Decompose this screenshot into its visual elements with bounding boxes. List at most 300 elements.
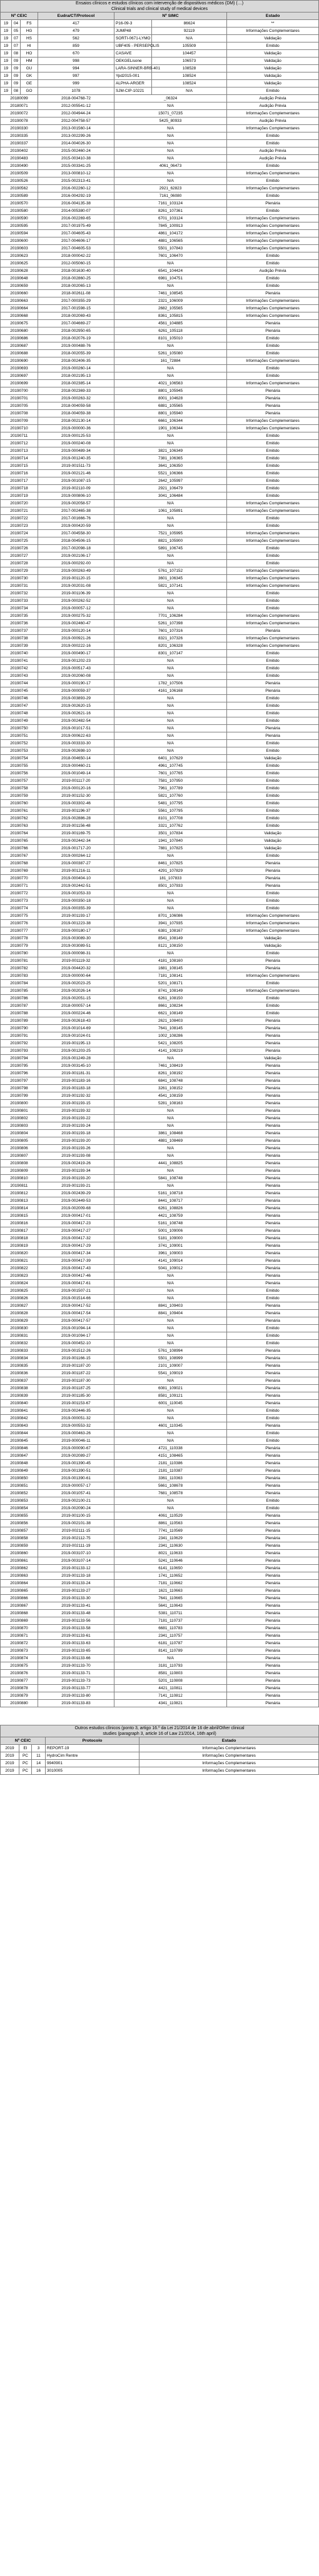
eudract-number: 2019-001119-32 bbox=[38, 957, 114, 965]
eudract-number: 2019-001193-32 bbox=[38, 1107, 114, 1115]
status: Informações Complementares bbox=[227, 222, 319, 230]
ceic-number: 20190841 bbox=[1, 1407, 38, 1415]
simc-number: 8021_110633 bbox=[114, 1550, 227, 1557]
ceic-number: 20190625 bbox=[1, 260, 38, 267]
status: Plenária bbox=[227, 1115, 319, 1122]
ceic-number: 20190718 bbox=[1, 485, 38, 492]
protocol: SJM-CIP-10221 bbox=[114, 87, 152, 95]
status: Informações Complementares bbox=[227, 305, 319, 312]
ceic-number: 20190874 bbox=[1, 1655, 38, 1662]
status: Plenária bbox=[227, 1197, 319, 1205]
eudract-number: 2019-001717-20 bbox=[38, 845, 114, 852]
ceic-number: 20190628 bbox=[1, 267, 38, 275]
status: Informações Complementares bbox=[227, 530, 319, 537]
eudract-number: 2017-001975-49 bbox=[38, 222, 114, 230]
simc-number: 8741_108149 bbox=[114, 987, 227, 995]
ceic-number: 994 bbox=[38, 65, 114, 72]
simc-number: 7461_108419 bbox=[114, 1062, 227, 1070]
eudract-number: 2019-002482-54 bbox=[38, 717, 114, 725]
eudract-number: 2019-001014-69 bbox=[38, 1025, 114, 1032]
ceic-number: 20190842 bbox=[1, 1415, 38, 1422]
ceic-number: 20190715 bbox=[1, 462, 38, 470]
simc-number: 5641_110643 bbox=[114, 1602, 227, 1610]
simc-number: 4141_108219 bbox=[114, 1047, 227, 1055]
simc-number: 4161_106168 bbox=[114, 687, 227, 695]
eudract-number: 2019-000417-34 bbox=[38, 1250, 114, 1257]
eudract-number: 2019-001193-17 bbox=[38, 912, 114, 920]
ceic-number: 20190745 bbox=[1, 687, 38, 695]
status: Emitido bbox=[227, 605, 319, 612]
eudract-number: 2019-001156-48 bbox=[38, 822, 114, 830]
ceic-month: 05 bbox=[12, 27, 21, 35]
simc-number: N/A bbox=[114, 1122, 227, 1130]
eudract-number: 2016-002260-12 bbox=[38, 185, 114, 192]
status: Emitido bbox=[227, 1287, 319, 1295]
status: Plenária bbox=[227, 680, 319, 687]
table-row bbox=[1, 222, 319, 230]
status: Emitido bbox=[227, 492, 319, 500]
ceic-type: PC bbox=[19, 1752, 32, 1760]
table-row bbox=[1, 252, 319, 260]
status: Plenária bbox=[227, 1017, 319, 1025]
status: Emitido bbox=[227, 552, 319, 560]
status: Plenária bbox=[227, 1347, 319, 1355]
eudract-number: 2013-001560-14 bbox=[38, 125, 114, 132]
eudract-number: 2019-001514-66 bbox=[38, 1295, 114, 1302]
eudract-number: 2019-000387-27 bbox=[38, 860, 114, 867]
status: Emitido bbox=[227, 42, 319, 50]
status: Emitido bbox=[227, 785, 319, 792]
eudract-number: 2019-001249-28 bbox=[38, 1055, 114, 1062]
table-row bbox=[1, 1287, 319, 1295]
simc-number: 1901_106344 bbox=[114, 425, 227, 432]
simc-number: 8201_106328 bbox=[114, 642, 227, 650]
eudract-number: 2019-000417-27 bbox=[38, 1227, 114, 1235]
eudract-number: 2019-000059-37 bbox=[38, 687, 114, 695]
eudract-number: 2012-004944-24 bbox=[38, 110, 114, 117]
table-row bbox=[1, 597, 319, 605]
ceic-number: 20190808 bbox=[1, 1160, 38, 1167]
simc-number: N/A bbox=[114, 1152, 227, 1160]
eudract-number: 2019-002460-47 bbox=[38, 620, 114, 627]
eudract-number: 2019-001133-71 bbox=[38, 1670, 114, 1677]
eudract-number: 2019-001106-39 bbox=[38, 590, 114, 597]
table-row bbox=[1, 327, 319, 335]
status: Emitido bbox=[227, 890, 319, 897]
simc-number: 5201_110808 bbox=[114, 1677, 227, 1685]
eudract-number: 2019-000051-32 bbox=[38, 1415, 114, 1422]
eudract-number: 2019-000404-10 bbox=[38, 875, 114, 882]
ceic-number: 20190868 bbox=[1, 1610, 38, 1617]
status: Informações Complementares bbox=[227, 312, 319, 320]
ceic-number: 20190733 bbox=[1, 597, 38, 605]
eudract-number: 2019-001193-21 bbox=[38, 1182, 114, 1190]
simc-number: N/A bbox=[114, 695, 227, 702]
ceic-number: 20190739 bbox=[1, 642, 38, 650]
ceic-number: 999 bbox=[38, 80, 114, 87]
table-row bbox=[1, 417, 319, 425]
status: Plenária bbox=[227, 732, 319, 740]
ceic-number: 20190809 bbox=[1, 1167, 38, 1175]
table-row bbox=[1, 1355, 319, 1362]
table-row bbox=[1, 1445, 319, 1452]
simc-number: N/A bbox=[114, 597, 227, 605]
eudract-number: 2019-001193-24 bbox=[38, 1122, 114, 1130]
ceic-number: 20190722 bbox=[1, 515, 38, 522]
ceic-month: 04 bbox=[12, 20, 21, 27]
status: Audição Prévia bbox=[227, 267, 319, 275]
table-row bbox=[1, 1655, 319, 1662]
table-row bbox=[1, 702, 319, 710]
ceic-number: 20190846 bbox=[1, 1445, 38, 1452]
ceic-number: 20190774 bbox=[1, 905, 38, 912]
status: Informações Complementares bbox=[227, 912, 319, 920]
ceic-month: 09 bbox=[12, 72, 21, 80]
status: Plenária bbox=[227, 1565, 319, 1572]
ceic-number: 20190813 bbox=[1, 1197, 38, 1205]
status: Validação bbox=[227, 80, 319, 87]
status: Emitido bbox=[227, 350, 319, 357]
eudract-number: 2019-001183-18 bbox=[38, 1085, 114, 1092]
simc-number: N/A bbox=[114, 1115, 227, 1122]
table-row bbox=[1, 387, 319, 395]
table-row bbox=[1, 680, 319, 687]
ceic-year: 2019 bbox=[1, 1752, 19, 1760]
ceic-number: 20190765 bbox=[1, 837, 38, 845]
table-row bbox=[1, 260, 319, 267]
simc-number: 3861_108468 bbox=[114, 1130, 227, 1137]
eudract-number: 2019-001133-12 bbox=[38, 1565, 114, 1572]
ceic-number: 20190864 bbox=[1, 1580, 38, 1587]
protocol: OEKGELisone bbox=[114, 57, 152, 65]
eudract-number: 2019-000921-26 bbox=[38, 635, 114, 642]
ceic-number: 20190772 bbox=[1, 890, 38, 897]
table-row bbox=[1, 867, 319, 875]
ceic-number: 20190805 bbox=[1, 1137, 38, 1145]
eudract-number: 2019-003145-10 bbox=[38, 1062, 114, 1070]
simc-number: 5421_108205 bbox=[114, 1040, 227, 1047]
status: Emitido bbox=[227, 477, 319, 485]
ceic-number: 20190850 bbox=[1, 1475, 38, 1482]
table-row bbox=[1, 1025, 319, 1032]
simc-number: N/A bbox=[114, 1377, 227, 1385]
ceic-number: 20190855 bbox=[1, 1512, 38, 1520]
eudract-number: 2019-002111-19 bbox=[38, 1542, 114, 1550]
simc-number: 7161_103124 bbox=[114, 200, 227, 207]
table-row bbox=[1, 1745, 319, 1752]
eudract-number: 2019-001223-38 bbox=[38, 920, 114, 927]
table-row bbox=[1, 1115, 319, 1122]
simc-number: 5891_106745 bbox=[114, 545, 227, 552]
ceic-number: 20190723 bbox=[1, 522, 38, 530]
status: Plenária bbox=[227, 1400, 319, 1407]
ceic-number: 20190732 bbox=[1, 590, 38, 597]
ceic-number: 20190663 bbox=[1, 297, 38, 305]
table-row bbox=[1, 1587, 319, 1595]
table-row bbox=[1, 1602, 319, 1610]
ceic-number: 20190712 bbox=[1, 440, 38, 447]
simc-number: 1941_107840 bbox=[114, 837, 227, 845]
status: Audição Prévia bbox=[227, 117, 319, 125]
status: Emitido bbox=[227, 470, 319, 477]
simc-number: 6401_107629 bbox=[114, 755, 227, 762]
table-row bbox=[1, 950, 319, 957]
status: Plenária bbox=[227, 290, 319, 297]
status: Plenária bbox=[227, 395, 319, 402]
ceic-number: 20190711 bbox=[1, 432, 38, 440]
eudract-number: 2019-003107-14 bbox=[38, 1557, 114, 1565]
eudract-number: 2019-002101-38 bbox=[38, 1520, 114, 1527]
table-row bbox=[1, 965, 319, 972]
ceic-type: EI bbox=[19, 1745, 32, 1752]
simc-number: N/A bbox=[114, 710, 227, 717]
status: Plenária bbox=[227, 1610, 319, 1617]
status: Plenária bbox=[227, 1235, 319, 1242]
status: Informações Complementares bbox=[139, 1767, 319, 1775]
status: Emitido bbox=[227, 590, 319, 597]
ceic-number: 20190686 bbox=[1, 335, 38, 342]
ceic-number: 20190804 bbox=[1, 1130, 38, 1137]
eudract-number: 2019-000806-10 bbox=[38, 492, 114, 500]
ceic-number: 20190843 bbox=[1, 1422, 38, 1430]
simc-number: 5521_106366 bbox=[114, 470, 227, 477]
ceic-number: 20190705 bbox=[1, 402, 38, 410]
eudract-number: 2019-001133-48 bbox=[38, 1610, 114, 1617]
status: Informações Complementares bbox=[227, 567, 319, 575]
simc-number: 8101_105010 bbox=[114, 335, 227, 342]
table-row bbox=[1, 1077, 319, 1085]
eudract-number: 2018-004650-14 bbox=[38, 755, 114, 762]
eudract-number: 2019-001057-41 bbox=[38, 1490, 114, 1497]
status: Emitido bbox=[227, 792, 319, 800]
eudract-number: 2019-001193-08 bbox=[38, 1152, 114, 1160]
ceic-number: 20190701 bbox=[1, 395, 38, 402]
status: Emitido bbox=[227, 282, 319, 290]
ceic-year: 19 bbox=[1, 42, 12, 50]
status: Audição Prévia bbox=[227, 102, 319, 110]
simc-number: 8501_107933 bbox=[114, 882, 227, 890]
ceic-number: 20190787 bbox=[1, 1002, 38, 1010]
table-row bbox=[1, 1557, 319, 1565]
eudract-number: 2019-000000-64 bbox=[38, 972, 114, 980]
ceic-number: 20190796 bbox=[1, 1070, 38, 1077]
eudract-number: 2019-002618-43 bbox=[38, 1017, 114, 1025]
eudract-number: 2019-003089-30 bbox=[38, 935, 114, 942]
table-row bbox=[1, 1182, 319, 1190]
simc-number: 7181_110737 bbox=[114, 1617, 227, 1625]
eudract-number: 2019-003302-46 bbox=[38, 800, 114, 807]
table-row bbox=[1, 1175, 319, 1182]
ceic-number: 20190823 bbox=[1, 1272, 38, 1280]
status: Plenária bbox=[227, 1040, 319, 1047]
status: Audição Prévia bbox=[227, 147, 319, 155]
table-row bbox=[1, 237, 319, 245]
eudract-number: 2019-002100-21 bbox=[38, 1497, 114, 1505]
simc-number: 6841_108748 bbox=[114, 1077, 227, 1085]
ceic-year: 19 bbox=[1, 72, 12, 80]
status: Emitido bbox=[227, 807, 319, 815]
table-row bbox=[1, 717, 319, 725]
ceic-number: 20190776 bbox=[1, 920, 38, 927]
table-row bbox=[1, 1535, 319, 1542]
simc-number: N/A bbox=[114, 365, 227, 372]
simc-number: 8321_107326 bbox=[114, 635, 227, 642]
eudract-number: 2019-000275-32 bbox=[38, 612, 114, 620]
table-title-line-2: Clinical trials and clinical study of medical devices bbox=[111, 7, 208, 11]
status: Validação bbox=[227, 72, 319, 80]
status: Informações Complementares bbox=[227, 27, 319, 35]
simc-number: N/A bbox=[114, 897, 227, 905]
status: Plenária bbox=[227, 1355, 319, 1362]
ceic-number: 20190791 bbox=[1, 1032, 38, 1040]
simc-number: 4881_108469 bbox=[114, 1137, 227, 1145]
simc-number: 7461_108545 bbox=[114, 290, 227, 297]
status: Plenária bbox=[227, 1647, 319, 1655]
ceic-number: 20190713 bbox=[1, 447, 38, 455]
eudract-number: 2019-000417-43 bbox=[38, 1265, 114, 1272]
status: Emitido bbox=[227, 335, 319, 342]
status: Plenária bbox=[227, 1047, 319, 1055]
ceic-number: 20190861 bbox=[1, 1557, 38, 1565]
eudract-number: 2019-001133-77 bbox=[38, 1685, 114, 1692]
status: Plenária bbox=[227, 1422, 319, 1430]
ceic-number: 417 bbox=[38, 20, 114, 27]
table-row bbox=[1, 605, 319, 612]
ceic-number: 20190721 bbox=[1, 507, 38, 515]
ceic-number: 20190829 bbox=[1, 1317, 38, 1325]
table-row bbox=[1, 1760, 319, 1767]
table-header-row bbox=[1, 1737, 319, 1745]
simc-number: N/A bbox=[114, 177, 227, 185]
ceic-number: 20190790 bbox=[1, 1025, 38, 1032]
simc-number: 108528 bbox=[152, 65, 227, 72]
ceic-month: 09 bbox=[12, 65, 21, 72]
ceic-number: 20190664 bbox=[1, 305, 38, 312]
table-row bbox=[1, 50, 319, 57]
eudract-number: 2019-001203-25 bbox=[38, 1047, 114, 1055]
eudract-number: 2019-001094-14 bbox=[38, 1325, 114, 1332]
table-row bbox=[1, 972, 319, 980]
simc-number: 2341_110629 bbox=[114, 1535, 227, 1542]
status: Validação bbox=[227, 57, 319, 65]
table-row bbox=[1, 1152, 319, 1160]
status: Plenária bbox=[227, 1370, 319, 1377]
eudract-number: 2019-000098-31 bbox=[38, 950, 114, 957]
eudract-number: 2018-002611-08 bbox=[38, 290, 114, 297]
eudract-number: 2018-004059-38 bbox=[38, 410, 114, 417]
ceic-number: 20190687 bbox=[1, 342, 38, 350]
eudract-number: 2019-000350-18 bbox=[38, 897, 114, 905]
ceic-code: FS bbox=[21, 20, 38, 27]
table-row bbox=[1, 575, 319, 582]
table-row bbox=[1, 710, 319, 717]
status: Emitido bbox=[227, 1325, 319, 1332]
table-row bbox=[1, 1220, 319, 1227]
ceic-number: 20190590 bbox=[1, 215, 38, 222]
status: Plenária bbox=[227, 860, 319, 867]
table-row bbox=[1, 1595, 319, 1602]
eudract-number: 2019-000190-17 bbox=[38, 680, 114, 687]
table-row bbox=[1, 620, 319, 627]
table-row bbox=[1, 665, 319, 672]
col-header-simc: Nº SIMC bbox=[114, 12, 227, 20]
eudract-number: 2019-001240-35 bbox=[38, 455, 114, 462]
status: Emitido bbox=[227, 740, 319, 747]
eudract-number: 2019-000260-14 bbox=[38, 365, 114, 372]
eudract-number: 2019-002106-17 bbox=[38, 552, 114, 560]
status: Plenária bbox=[227, 1475, 319, 1482]
simc-number: N/A bbox=[114, 155, 227, 162]
status: Plenária bbox=[227, 1602, 319, 1610]
table-row bbox=[1, 987, 319, 995]
table-row bbox=[1, 1572, 319, 1580]
status: Plenária bbox=[227, 1100, 319, 1107]
ceic-number: 20190752 bbox=[1, 740, 38, 747]
ceic-number: 20190749 bbox=[1, 717, 38, 725]
ceic-number: 20190756 bbox=[1, 770, 38, 777]
ceic-number: 20190860 bbox=[1, 1550, 38, 1557]
ceic-number: 20190811 bbox=[1, 1182, 38, 1190]
simc-number: N/A bbox=[114, 665, 227, 672]
ceic-month: 08 bbox=[12, 50, 21, 57]
ceic-number: 20190853 bbox=[1, 1497, 38, 1505]
eudract-number: 2019-000292-00 bbox=[38, 560, 114, 567]
table-row bbox=[1, 1085, 319, 1092]
ceic-number: 20190595 bbox=[1, 222, 38, 230]
status: Emitido bbox=[227, 665, 319, 672]
eudract-number: 2019-002446-35 bbox=[38, 1407, 114, 1415]
simc-number: 4441_108825 bbox=[114, 1160, 227, 1167]
ceic-number: 20190758 bbox=[1, 785, 38, 792]
simc-number: 8701_106086 bbox=[114, 912, 227, 920]
status: Informações Complementares bbox=[227, 170, 319, 177]
protocol: LARA-SINNER-BRB-401 bbox=[114, 65, 152, 72]
status: Informações Complementares bbox=[227, 425, 319, 432]
table-row bbox=[1, 1752, 319, 1760]
status: Audição Prévia bbox=[227, 155, 319, 162]
eudract-number: 2012-005541-12 bbox=[38, 102, 114, 110]
table-row bbox=[1, 1475, 319, 1482]
table-row bbox=[1, 147, 319, 155]
simc-number: 5541_109019 bbox=[114, 1370, 227, 1377]
status: Emitido bbox=[227, 702, 319, 710]
eudract-number: 2019-002419-26 bbox=[38, 1160, 114, 1167]
simc-number: N/A bbox=[114, 515, 227, 522]
eudract-number: 2019-000264-12 bbox=[38, 852, 114, 860]
eudract-number: 2018-002130-14 bbox=[38, 417, 114, 425]
status: Emitido bbox=[227, 747, 319, 755]
ceic-number: 20190754 bbox=[1, 755, 38, 762]
eudract-number: 2016-004292-19 bbox=[38, 192, 114, 200]
status: Audição Prévia bbox=[227, 95, 319, 102]
simc-number: 4721_110338 bbox=[114, 1445, 227, 1452]
eudract-number: 2019-001152-30 bbox=[38, 792, 114, 800]
status: Plenária bbox=[227, 1482, 319, 1490]
ceic-number: 670 bbox=[38, 50, 114, 57]
simc-number: 104457 bbox=[152, 50, 227, 57]
status: Informações Complementares bbox=[227, 635, 319, 642]
eudract-number: 2019-000180-17 bbox=[38, 927, 114, 935]
eudract-number: 2019-000488-76 bbox=[38, 342, 114, 350]
status: Emitido bbox=[227, 995, 319, 1002]
eudract-number: 2018-002369-33 bbox=[38, 387, 114, 395]
table-row bbox=[1, 650, 319, 657]
ceic-number: 20190743 bbox=[1, 672, 38, 680]
ceic-month: 07 bbox=[12, 42, 21, 50]
status: Emitido bbox=[227, 1415, 319, 1422]
status: Plenária bbox=[227, 1280, 319, 1287]
eudract-number: 2018-004768-72 bbox=[38, 95, 114, 102]
